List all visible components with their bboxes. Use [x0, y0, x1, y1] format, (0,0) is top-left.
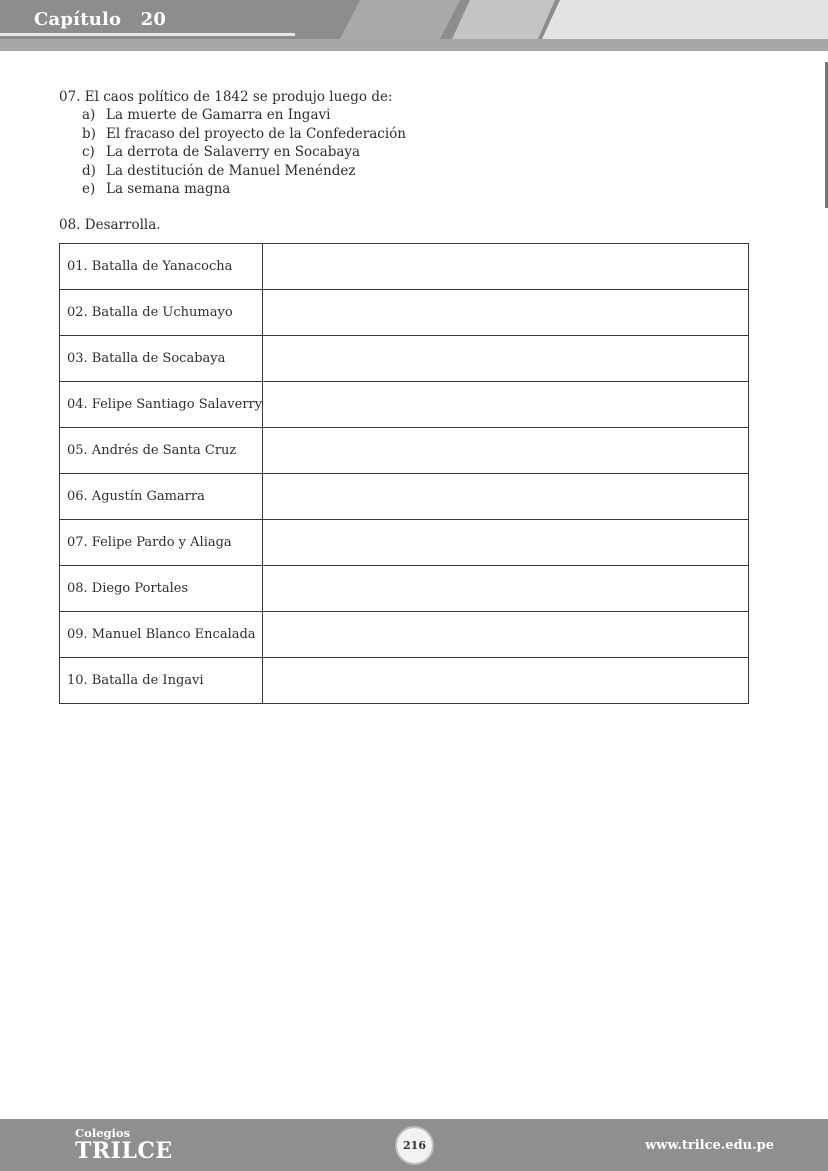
row-label: 02. Batalla de Uchumayo — [60, 290, 263, 336]
table-row — [60, 566, 749, 612]
answer-cell[interactable] — [263, 244, 749, 290]
chapter-title: Capítulo 20 — [34, 9, 167, 30]
answer-cell[interactable] — [263, 428, 749, 474]
table-row — [60, 474, 749, 520]
option-letter: e) — [82, 181, 96, 197]
row-label: 09. Manuel Blanco Encalada — [60, 612, 263, 658]
trilce-logo — [75, 1127, 173, 1162]
row-label: 03. Batalla de Socabaya — [60, 336, 263, 382]
logo-big-text: TRILCE — [75, 1138, 173, 1164]
table-row — [60, 336, 749, 382]
answer-cell[interactable] — [263, 612, 749, 658]
header-underline — [0, 33, 295, 36]
option-text: La derrota de Salaverry en Socabaya — [106, 144, 361, 160]
table-row — [60, 428, 749, 474]
option-d — [82, 163, 355, 179]
option-letter: a) — [82, 107, 96, 123]
answer-cell[interactable] — [263, 336, 749, 382]
option-text: El fracaso del proyecto de la Confederación — [106, 126, 406, 142]
table-row — [60, 658, 749, 704]
header-base-band — [0, 39, 828, 51]
page-number-badge — [395, 1126, 434, 1165]
question-08-text: 08. Desarrolla. — [59, 217, 161, 233]
option-letter: c) — [82, 144, 95, 160]
table-row — [60, 382, 749, 428]
table-row — [60, 290, 749, 336]
answer-cell[interactable] — [263, 566, 749, 612]
question-07-text: 07. El caos político de 1842 se produjo luego de: — [59, 89, 393, 105]
option-c — [82, 144, 360, 160]
option-text: La semana magna — [106, 181, 231, 197]
answer-cell[interactable] — [263, 520, 749, 566]
website-link[interactable]: www.trilce.edu.pe — [645, 1138, 774, 1153]
answer-cell[interactable] — [263, 290, 749, 336]
table-row — [60, 520, 749, 566]
table-row — [60, 612, 749, 658]
answer-cell[interactable] — [263, 382, 749, 428]
row-label: 10. Batalla de Ingavi — [60, 658, 263, 704]
row-label: 01. Batalla de Yanacocha — [60, 244, 263, 290]
option-letter: b) — [82, 126, 96, 142]
row-label: 04. Felipe Santiago Salaverry — [60, 382, 263, 428]
page-footer — [0, 1119, 828, 1171]
option-a — [82, 107, 330, 123]
option-e — [82, 181, 230, 197]
row-label: 05. Andrés de Santa Cruz — [60, 428, 263, 474]
development-table — [59, 243, 749, 704]
table-row — [60, 244, 749, 290]
row-label: 08. Diego Portales — [60, 566, 263, 612]
option-letter: d) — [82, 163, 96, 179]
option-b — [82, 126, 406, 142]
answer-cell[interactable] — [263, 658, 749, 704]
option-text: La muerte de Gamarra en Ingavi — [106, 107, 331, 123]
row-label: 06. Agustín Gamarra — [60, 474, 263, 520]
row-label: 07. Felipe Pardo y Aliaga — [60, 520, 263, 566]
page-number: 216 — [403, 1139, 426, 1152]
page-header — [0, 0, 828, 51]
answer-cell[interactable] — [263, 474, 749, 520]
logo-small-text: Colegios — [75, 1126, 131, 1140]
option-text: La destitución de Manuel Menéndez — [106, 163, 356, 179]
